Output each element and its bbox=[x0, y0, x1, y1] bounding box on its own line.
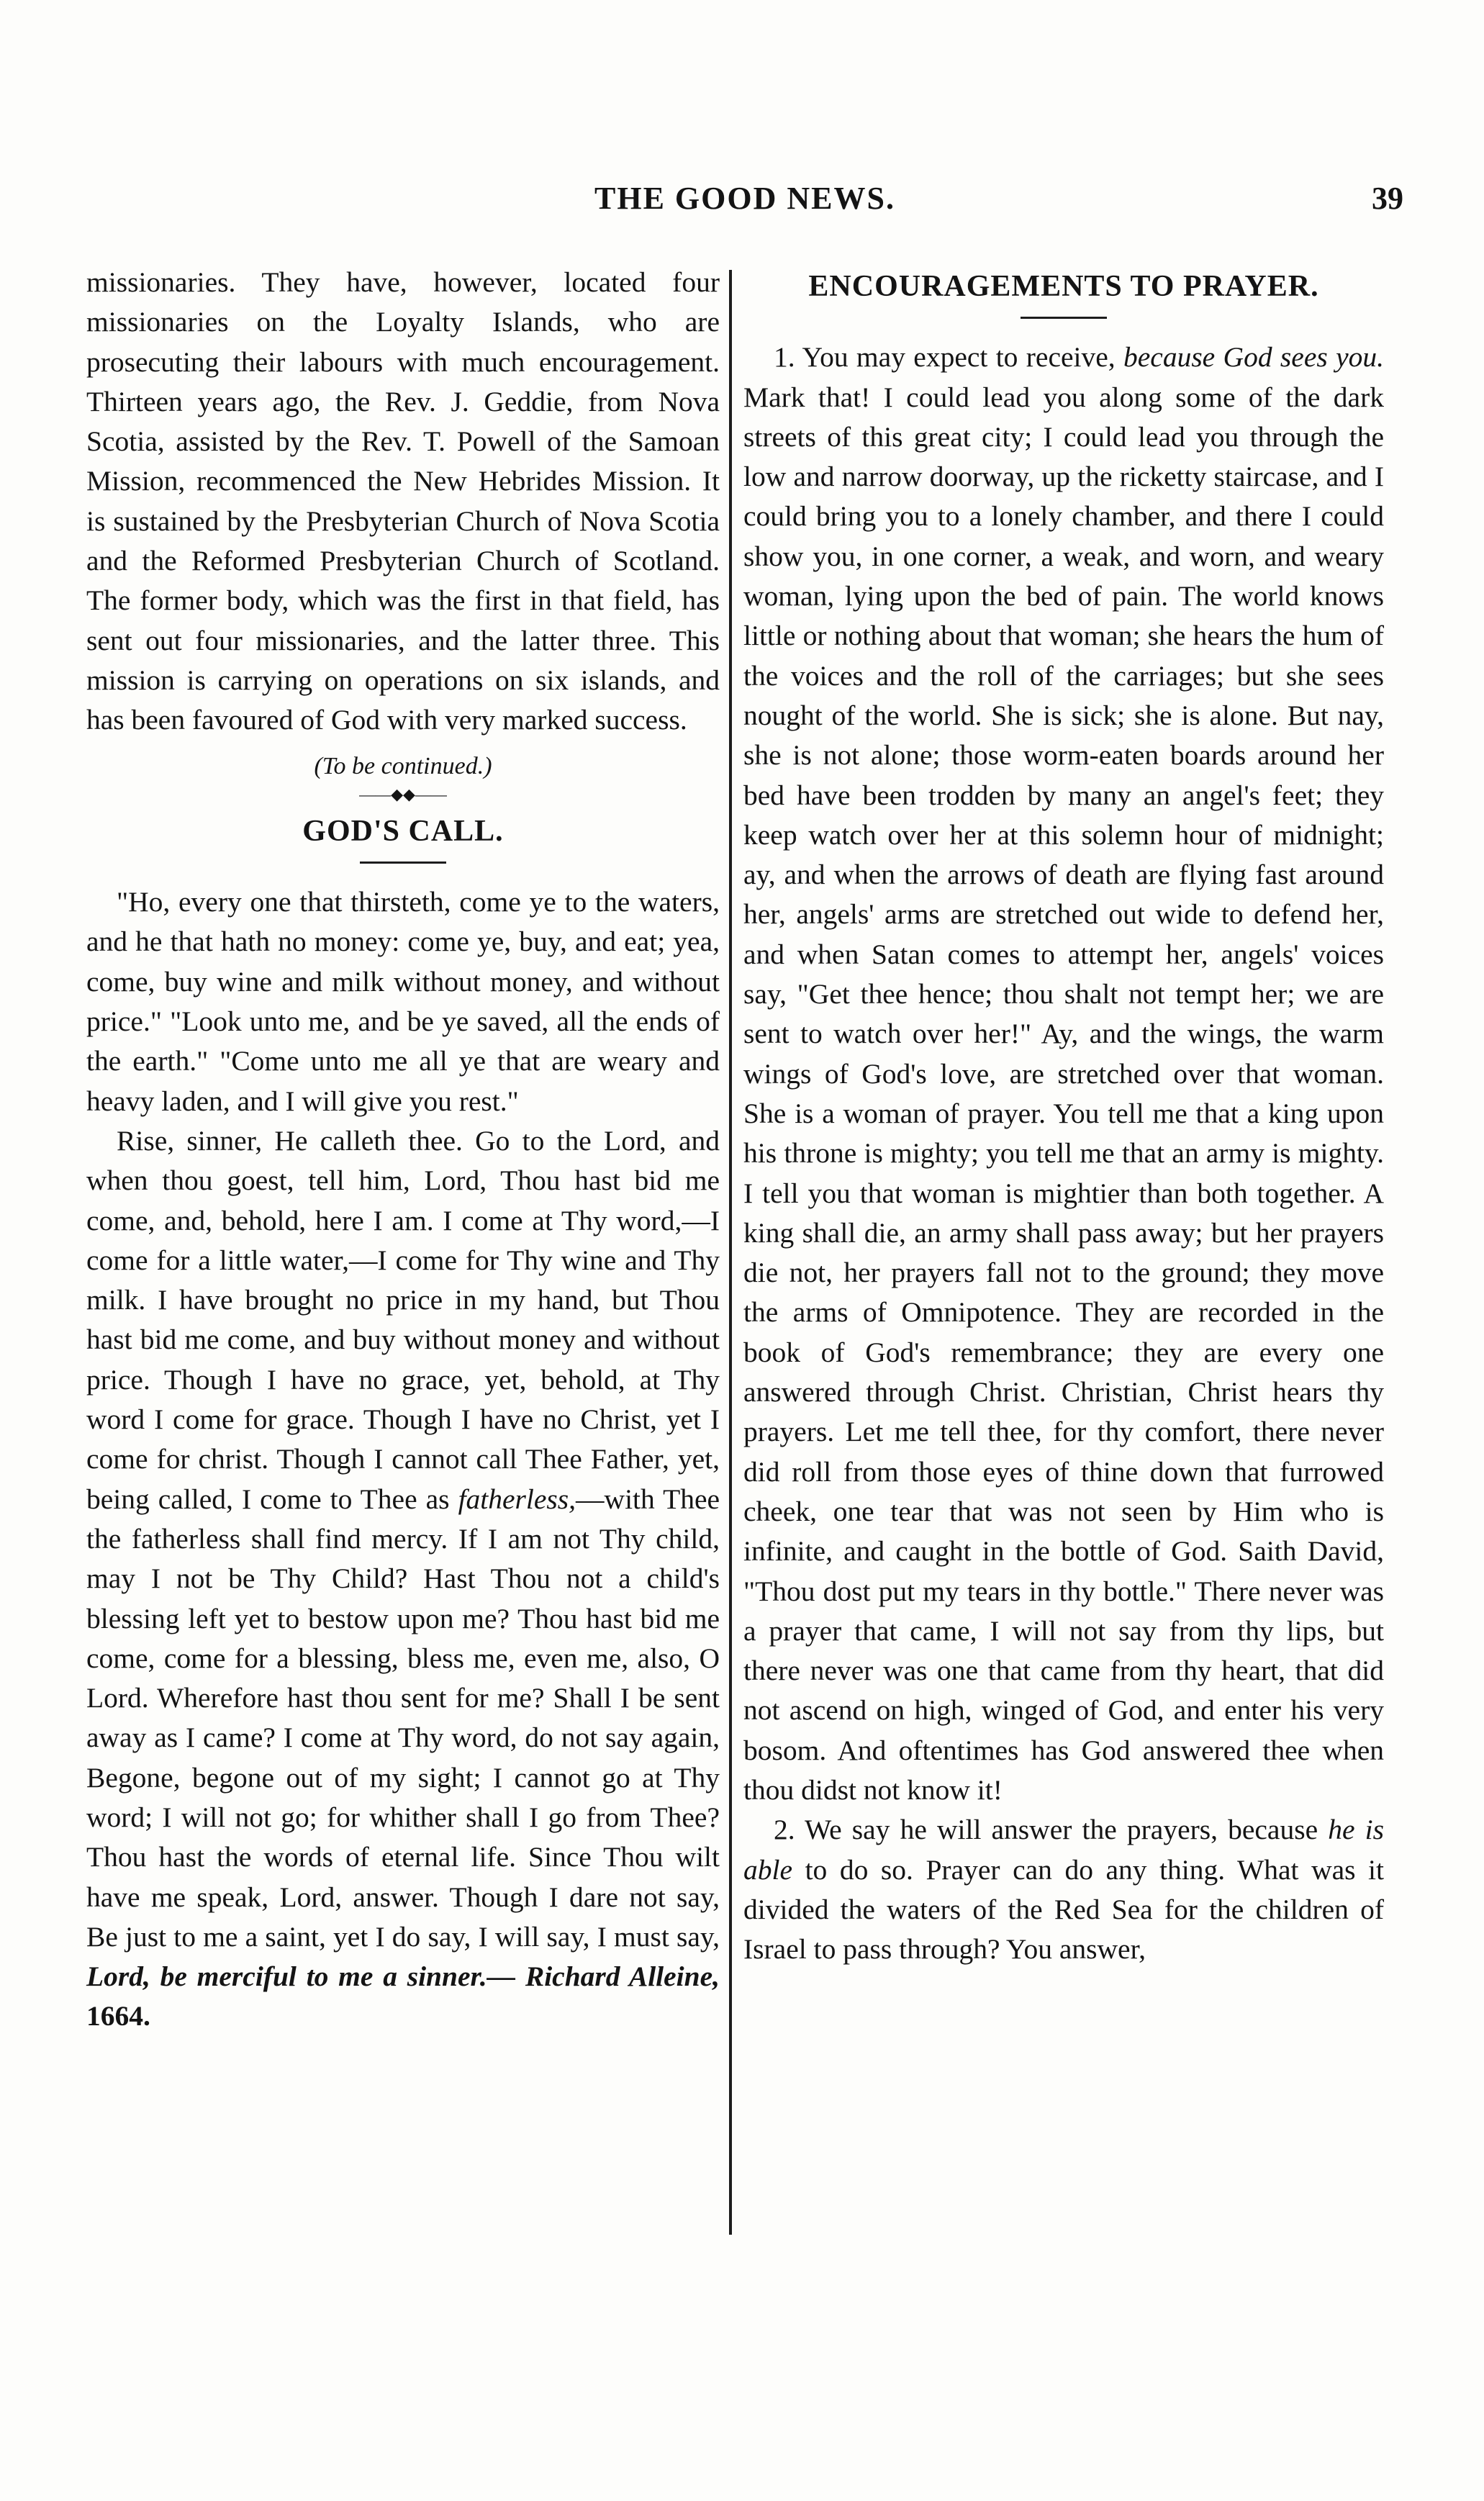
title-rule bbox=[360, 861, 446, 864]
gods-call-paragraph-1: "Ho, every one that thirsteth, come ye to the waters, and he that hath no money: come ye, buy, and eat; yea, come, buy wine and milk without money, and without price." "Look unto me, and be ye saved, all the ends of the earth." "Come unto me all ye that are weary and heavy laden, and I will give you rest." bbox=[86, 886, 720, 1117]
paragraph-2-text-b: —with Thee the fatherless shall find mercy. If I am not Thy child, may I not be Thy Child? Hast Thou not a child's blessing left yet to bestow upon me? Thou hast bid me come, come for a blessing, bless me, even me, also, O Lord. Wherefore hast thou sent for me? Shall I be sent away as I came? I come at Thy word, do not say again, Begone, begone out of my sight; I cannot go at Thy word; I will not go; for whither shall I go from Thee? Thou hast the words of eternal life. Since Thou wilt have me speak, Lord, answer. Though I dare not say, Be just to me a saint, yet I do say, I will say, I must say, bbox=[86, 1483, 720, 1953]
point-1-number: 1. bbox=[774, 341, 795, 374]
point-1-body: Mark that! I could lead you along some of the dark streets of this great city; I could lead you through the low and narrow doorway, up the ricketty staircase, and I could bring you to a lonely chamber, and there I could show you, in one corner, a weak, and worn, and weary woman, lying upon the bed of pain. The world knows little or nothing about that woman; she hears the hum of the voices and the roll of the carriages; but she sees nought of the world. She is sick; she is alone. But nay, she is not alone; those worm-eaten boards around her bed have been trodden by many an angel's feet; they keep watch over her at this solemn hour of midnight; ay, and when the arrows of death are flying fast around her, angels' arms are stretched out wide to defend her, and when Satan comes to attempt her, angels' voices say, "Get thee hence; thou shalt not tempt her; we are sent to watch over her!" Ay, and the wings, the warm wings of God's love, are stretched over that woman. She is a woman of prayer. You tell me that a king upon his throne is mighty; you tell me that an army is mighty. I tell you that woman is mightier than both together. A king shall die, an army shall pass away; but her prayers die not, her prayers fall not to the ground; they move the arms of Omnipotence. They are recorded in the book of God's remembrance; they are every one answered through Christ. Christian, Christ hears thy prayers. Let me tell thee, for thy comfort, there never did roll from those eyes of thine down that furrowed cheek, one tear that was not seen by Him who is infinite, and caught in the bottle of God. Saith David, "Thou dost put my tears in thy bottle." There never was a prayer that came, I will not say from thy lips, but there never was one that came from thy heart, that did not ascend on high, winged of God, and enter his very bosom. And oftentimes has God answered thee when thou didst not know it! bbox=[743, 381, 1384, 1806]
encouragement-point-1 bbox=[743, 338, 1384, 1810]
paragraph-2-text-a: Rise, sinner, He calleth thee. Go to the Lord, and when thou goest, tell him, Lord, Thou hast bid me come, and, behold, here I am. I come at Thy word,—I come for a little water,—I come for Thy wine and Thy milk. I have brought no price in my hand, but Thou hast bid me come, and buy without money and without price. Though I have no grace, yet, behold, at Thy word I come for grace. Though I have no Christ, yet I come for christ. Though I cannot call Thee Father, yet, being called, I come to Thee as bbox=[86, 1124, 720, 1515]
ornament-divider: ——◆◆—— bbox=[359, 784, 447, 803]
point-2-body: to do so. Prayer can do any thing. What was it divided the waters of the Red Sea for the children of Israel to pass through? You answer, bbox=[743, 1853, 1385, 1966]
encouragements-title: ENCOURAGEMENTS TO PRAYER. bbox=[808, 270, 1319, 303]
point-2-lead: We say he will answer the prayers, because bbox=[805, 1814, 1318, 1846]
gods-call-paragraph-2 bbox=[86, 1121, 720, 2037]
right-column bbox=[743, 263, 1384, 1969]
attribution-name: Richard Alleine, bbox=[525, 1960, 720, 1993]
to-be-continued-note: (To be continued.) bbox=[314, 752, 492, 779]
paragraph-2-italic-merciful: Lord, be merciful bbox=[86, 1960, 297, 1993]
left-column bbox=[86, 263, 720, 2037]
point-2-number: 2. bbox=[774, 1814, 795, 1846]
continued-paragraph: missionaries. They have, however, located four missionaries on the Loyalty Islands, who are prosecuting their labours with much encouragement. Thirteen years ago, the Rev. J. Geddie, from Nova Scotia, assisted by the Rev. T. Powell of the Samoan Mission, recommenced the New Hebrides Mission. It is sustained by the Presbyterian Church of Nova Scotia and the Reformed Presbyterian Church of Scotland. The former body, which was the first in that field, has sent out four missionaries, and the latter three. This mission is carrying on operations on six islands, and has been favoured of God with very marked success. bbox=[86, 266, 720, 736]
running-title: THE GOOD NEWS. bbox=[594, 181, 895, 216]
point-2-italic: he is able bbox=[743, 1814, 1384, 1886]
encouragement-point-2 bbox=[743, 1810, 1384, 1969]
gods-call-title: GOD'S CALL. bbox=[302, 814, 504, 848]
title-rule bbox=[1021, 317, 1107, 319]
paragraph-2-text-c: to me a sinner.— bbox=[306, 1960, 516, 1993]
point-1-lead: You may expect to receive, bbox=[802, 341, 1116, 374]
page-number: 39 bbox=[1372, 181, 1403, 216]
paragraph-2-italic-fatherless: fatherless, bbox=[458, 1483, 576, 1515]
column-divider bbox=[729, 270, 732, 2235]
point-1-italic: because God sees you. bbox=[1123, 341, 1384, 374]
attribution-year: 1664. bbox=[86, 2000, 150, 2032]
page-header bbox=[86, 180, 1403, 230]
